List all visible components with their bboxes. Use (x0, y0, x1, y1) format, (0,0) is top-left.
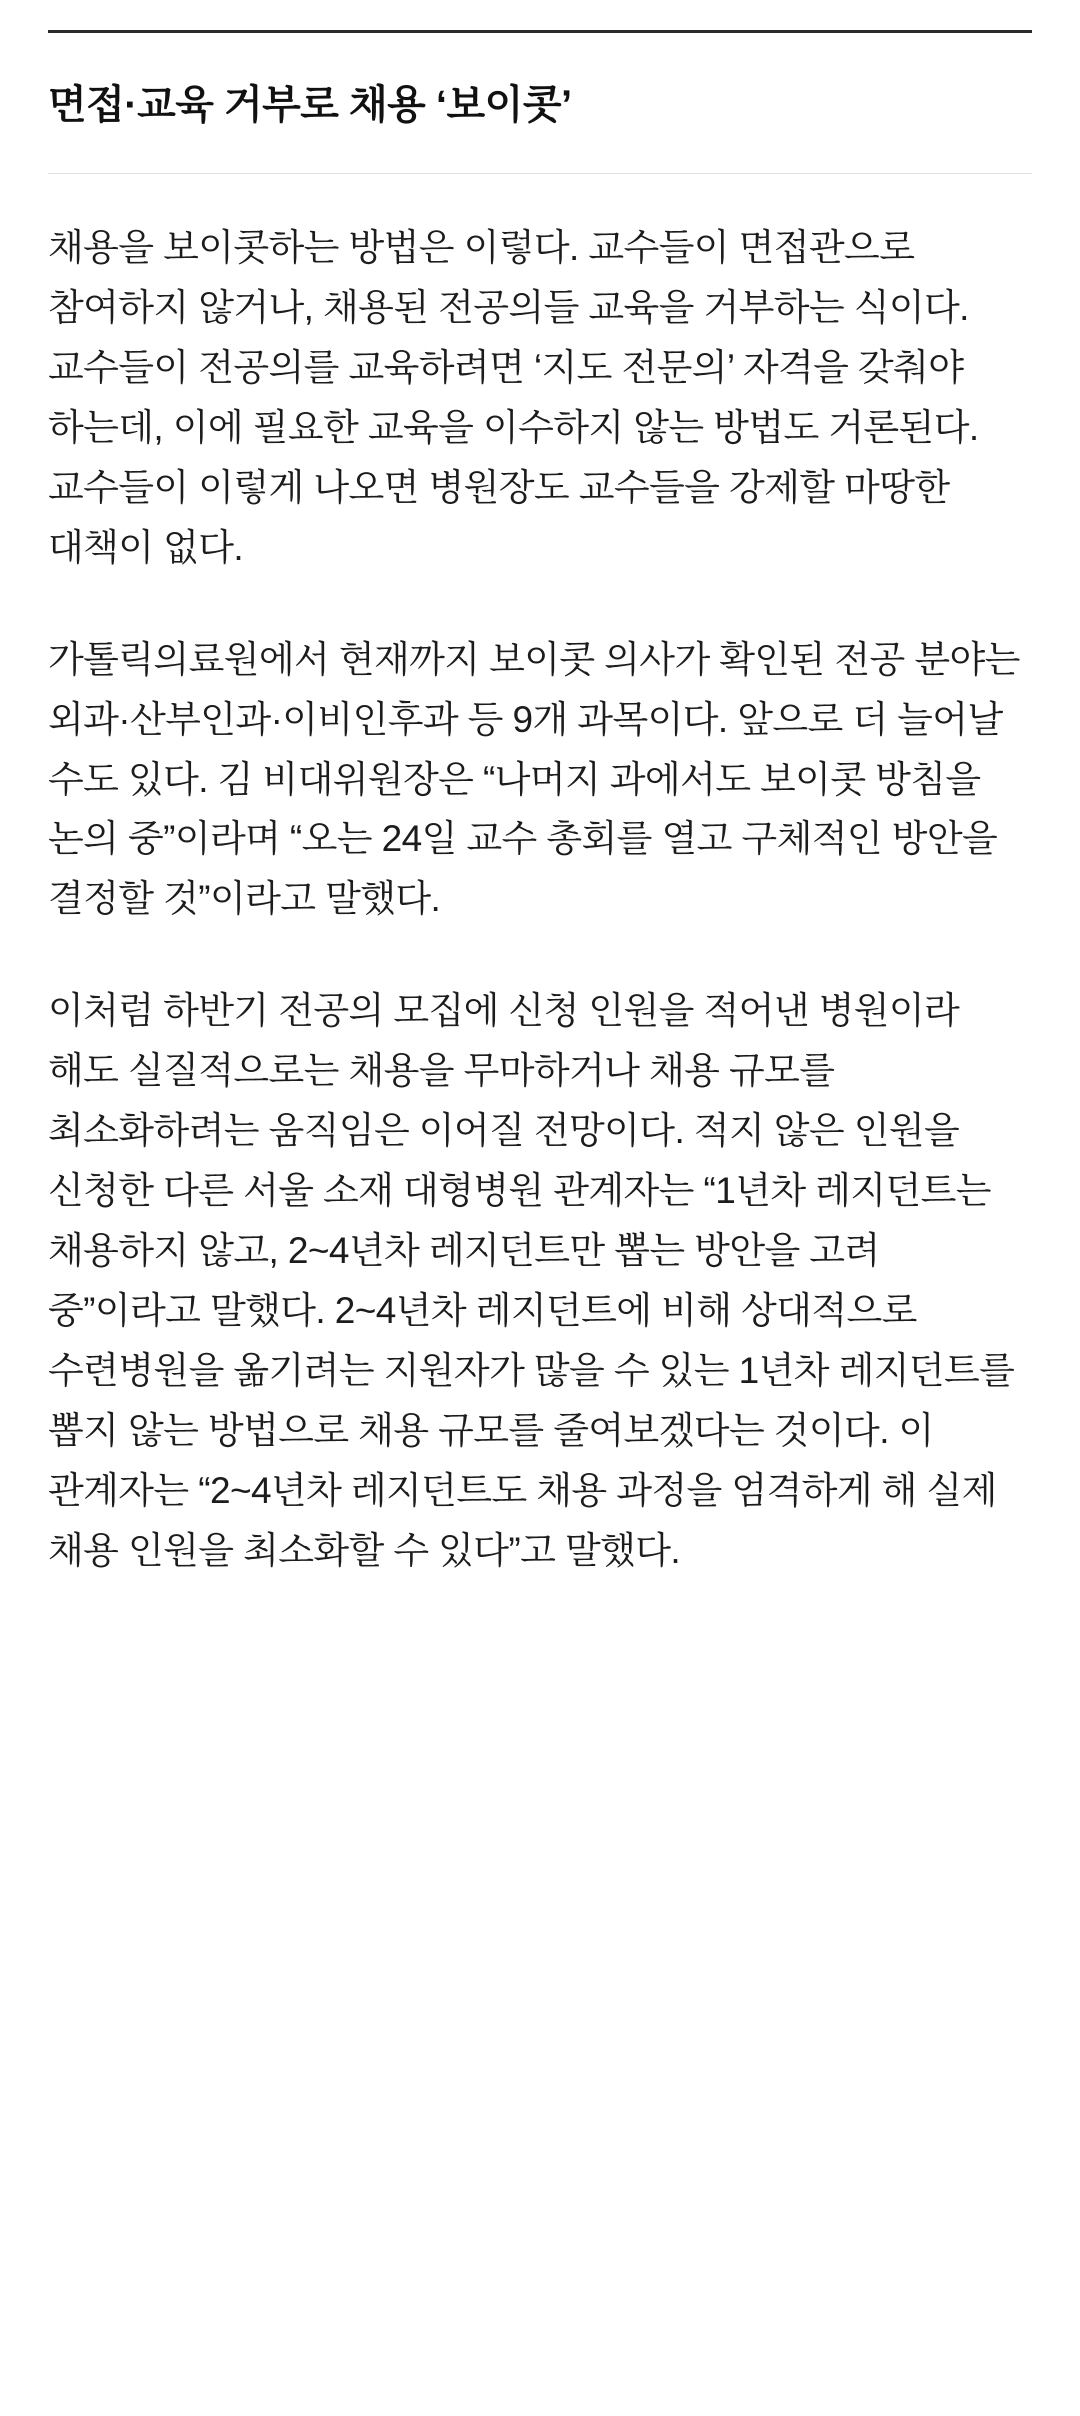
section-heading: 면접·교육 거부로 채용 ‘보이콧’ (48, 83, 572, 127)
article-body (48, 218, 1032, 1581)
article-paragraph: 이처럼 하반기 전공의 모집에 신청 인원을 적어낸 병원이라 해도 실질적으로는 채용을 무마하거나 채용 규모를 최소화하려는 움직임은 이어질 전망이다. 적지 않은 인원을 신청한 다른 서울 소재 대형병원 관계자는 “1년차 레지던트는 채용하지 않고, 2~4년차 레지던트만 뽑는 방안을 고려 중”이라고 말했다. 2~4년차 레지던트에 비해 상대적으로 수련병원을 옮기려는 지원자가 많을 수 있는 1년차 레지던트를 뽑지 않는 방법으로 채용 규모를 줄여보겠다는 것이다. 이 관계자는 “2~4년차 레지던트도 채용 과정을 엄격하게 해 실제 채용 인원을 최소화할 수 있다”고 말했다. (48, 990, 1015, 1571)
article-page (0, 30, 1080, 1581)
heading-divider (48, 173, 1032, 174)
top-divider-rule (48, 30, 1032, 33)
article-paragraph: 가톨릭의료원에서 현재까지 보이콧 의사가 확인된 전공 분야는 외과·산부인과·이비인후과 등 9개 과목이다. 앞으로 더 늘어날 수도 있다. 김 비대위원장은 “나머지 과에서도 보이콧 방침을 논의 중”이라며 “오는 24일 교수 총회를 열고 구체적인 방안을 결정할 것”이라고 말했다. (48, 638, 1020, 920)
article-paragraph: 채용을 보이콧하는 방법은 이렇다. 교수들이 면접관으로 참여하지 않거나, 채용된 전공의들 교육을 거부하는 식이다. 교수들이 전공의를 교육하려면 ‘지도 전문의’ 자격을 갖춰야 하는데, 이에 필요한 교육을 이수하지 않는 방법도 거론된다. 교수들이 이렇게 나오면 병원장도 교수들을 강제할 마땅한 대책이 없다. (48, 227, 979, 568)
